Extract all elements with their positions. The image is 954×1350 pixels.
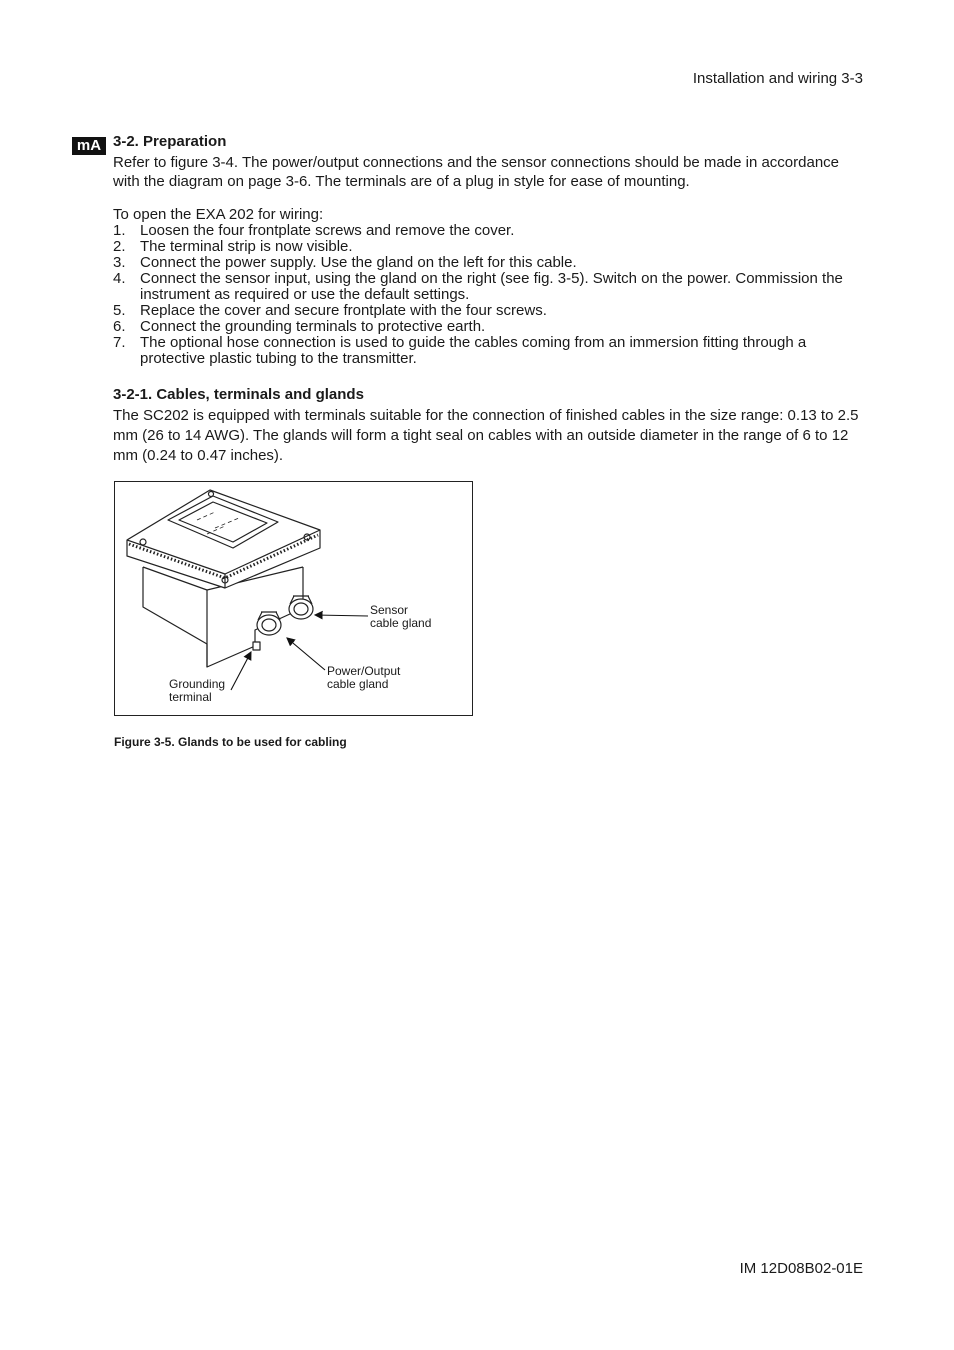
page-footer: IM 12D08B02-01E — [739, 1260, 863, 1277]
wiring-steps — [113, 223, 865, 367]
power-output-label: Power/Output cable gland — [327, 664, 401, 691]
main-content — [113, 134, 865, 466]
ma-badge: mA — [72, 137, 106, 155]
section-title: 3-2. Preparation — [113, 133, 227, 150]
grounding-label: Grounding terminal — [169, 677, 226, 704]
wiring-lead: To open the EXA 202 for wiring: — [113, 206, 324, 223]
list-item: 7. The optional hose connection is used to guide the cables coming from an immersion fitting through a protective plastic tubing to the transmitter. — [113, 334, 807, 367]
sensor-label: Sensor cable gland — [370, 603, 432, 630]
list-item: 2. The terminal strip is now visible. — [113, 238, 353, 255]
page-header: Installation and wiring 3-3 — [692, 70, 863, 87]
figure-caption: Figure 3-5. Glands to be used for cabling — [114, 735, 347, 749]
subsection-text: The SC202 is equipped with terminals suitable for the connection of finished cables in the size range: 0.13 to 2.5 mm (26 to 14 AWG). The glands will form a tight seal on cables with an outside diameter in the range of 6 to 12 mm (0.24 to 0.47 inches). — [113, 407, 859, 464]
list-item: 5. Replace the cover and secure frontplate with the four screws. — [113, 302, 547, 319]
list-item: 3. Connect the power supply. Use the gland on the left for this cable. — [113, 254, 577, 271]
list-item: 4. Connect the sensor input, using the gland on the right (see fig. 3-5). Switch on the power. Commission the instrument as required or use the default settings. — [113, 270, 843, 303]
section-intro: Refer to figure 3-4. The power/output connections and the sensor connections should be made in accordance with the diagram on page 3-6. The terminals are of a plug in style for ease of mounting. — [113, 154, 840, 190]
figure-glands — [114, 481, 473, 716]
list-item: 1. Loosen the four frontplate screws and remove the cover. — [113, 222, 515, 239]
subsection-title: 3-2-1. Cables, terminals and glands — [113, 386, 364, 403]
list-item: 6. Connect the grounding terminals to protective earth. — [113, 318, 486, 335]
